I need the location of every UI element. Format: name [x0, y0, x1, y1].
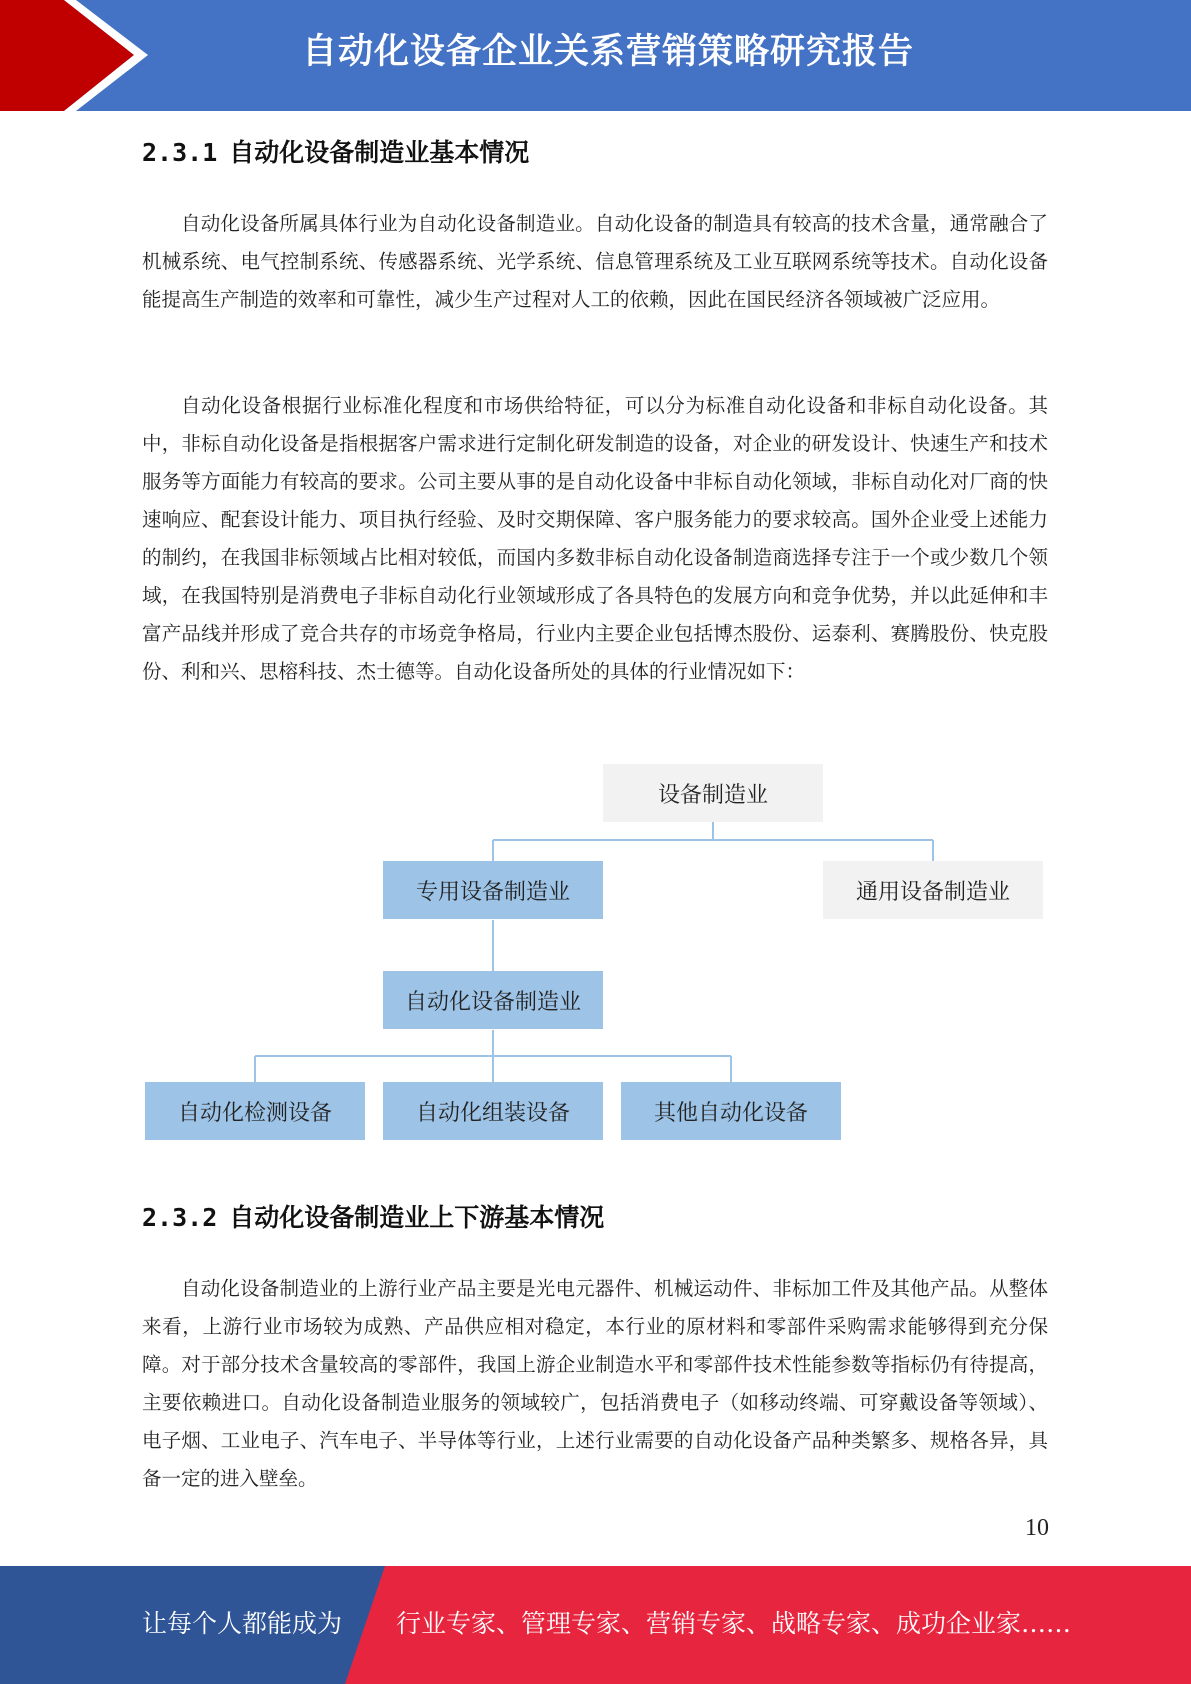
section-heading-2-3-2 — [142, 1198, 604, 1234]
node-automated-assembly: 自动化组装设备 — [383, 1082, 603, 1140]
node-other-automation: 其他自动化设备 — [621, 1082, 841, 1140]
page-header — [0, 0, 1191, 111]
paragraph: 自动化设备所属具体行业为自动化设备制造业。自动化设备的制造具有较高的技术含量，通常融合了机械系统、电气控制系统、传感器系统、光学系统、信息管理系统及工业互联网系统等技术。自动化设备能提高生产制造的效率和可靠性，减少生产过程对人工的依赖，因此在国民经济各领域被广泛应用。 — [142, 212, 1048, 311]
footer-slogan-right: 行业专家、管理专家、营销专家、战略专家、成功企业家…… — [396, 1609, 1072, 1638]
industry-classification-diagram — [140, 760, 1050, 1145]
paragraph: 自动化设备制造业的上游行业产品主要是光电元器件、机械运动件、非标加工件及其他产品。从整体来看，上游行业市场较为成熟、产品供应相对稳定，本行业的原材料和零部件采购需求能够得到充分保障。对于部分技术含量较高的零部件，我国上游企业制造水平和零部件技术性能参数等指标仍有待提高，主要依赖进口。自动化设备制造业服务的领域较广，包括消费电子（如移动终端、可穿戴设备等领域）、电子烟、工业电子、汽车电子、半导体等行业，上述行业需要的自动化设备产品种类繁多、规格各异，具备一定的进入壁垒。 — [142, 1277, 1048, 1490]
section-title: 自动化设备制造业上下游基本情况 — [229, 1203, 605, 1232]
page-footer — [0, 1566, 1191, 1684]
footer-slogan-left: 让每个人都能成为 — [142, 1609, 343, 1638]
report-title: 自动化设备企业关系营销策略研究报告 — [301, 32, 914, 72]
node-automated-testing: 自动化检测设备 — [145, 1082, 365, 1140]
section-heading-2-3-1 — [142, 133, 529, 169]
section-number: 2.3.1 — [142, 138, 218, 167]
node-automation-equipment: 自动化设备制造业 — [383, 971, 603, 1029]
node-general-equipment: 通用设备制造业 — [823, 861, 1043, 919]
paragraph: 自动化设备根据行业标准化程度和市场供给特征，可以分为标准自动化设备和非标自动化设备。其中，非标自动化设备是指根据客户需求进行定制化研发制造的设备，对企业的研发设计、快速生产和技术服务等方面能力有较高的要求。公司主要从事的是自动化设备中非标自动化领域，非标自动化对厂商的快速响应、配套设计能力、项目执行经验、及时交期保障、客户服务能力的要求较高。国外企业受上述能力的制约，在我国非标领域占比相对较低，而国内多数非标自动化设备制造商选择专注于一个或少数几个领域，在我国特别是消费电子非标自动化行业领域形成了各具特色的发展方向和竞争优势，并以此延伸和丰富产品线并形成了竞合共存的市场竞争格局，行业内主要企业包括博杰股份、运泰利、赛腾股份、快克股份、利和兴、思榕科技、杰士德等。自动化设备所处的具体的行业情况如下： — [142, 394, 1048, 683]
page-number: 10 — [1025, 1515, 1049, 1541]
section-number: 2.3.2 — [142, 1203, 218, 1232]
node-special-equipment: 专用设备制造业 — [383, 861, 603, 919]
section-title: 自动化设备制造业基本情况 — [229, 138, 530, 167]
header-chevron-decoration — [0, 0, 160, 111]
node-equipment-manufacturing: 设备制造业 — [603, 764, 823, 822]
